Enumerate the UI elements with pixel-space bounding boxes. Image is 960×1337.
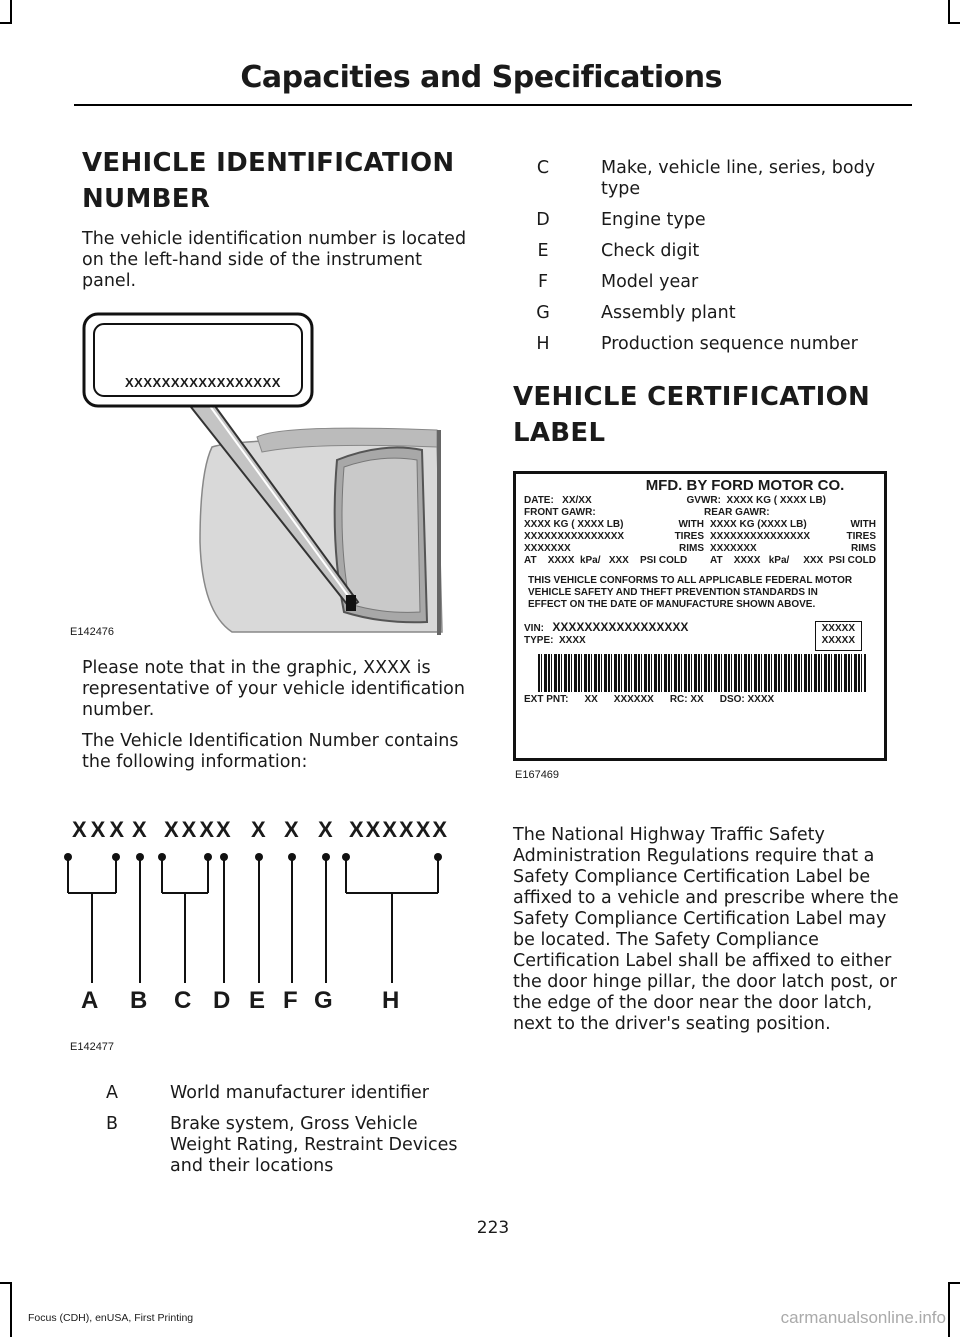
vin-breakdown-diagram bbox=[62, 813, 452, 1063]
vin-heading: VEHICLE IDENTIFICATION NUMBER bbox=[82, 148, 455, 214]
list-item: G Assembly plant bbox=[536, 303, 736, 323]
footer-site: carmanualsonline.info bbox=[780, 1308, 946, 1327]
vin-group-label: X bbox=[318, 817, 333, 842]
list-item: A World manufacturer identifier bbox=[106, 1083, 429, 1103]
crop-mark bbox=[10, 0, 12, 22]
crop-mark bbox=[948, 1282, 950, 1337]
vin-group-label: XXXXXX bbox=[349, 817, 450, 842]
right-column bbox=[513, 158, 909, 1035]
vin-intro: The vehicle identification number is located on the left-hand side of the instrument panel. bbox=[82, 229, 467, 291]
crop-mark bbox=[10, 1282, 12, 1337]
vin-location-figure bbox=[70, 312, 462, 642]
label-mfd: MFD. BY FORD MOTOR CO. bbox=[645, 477, 845, 494]
label-box: XXXXX XXXXX bbox=[815, 621, 862, 651]
crop-mark bbox=[948, 22, 960, 24]
list-item: H Production sequence number bbox=[536, 334, 858, 354]
vin-letter: D bbox=[213, 987, 231, 1014]
figure-code: E167469 bbox=[515, 769, 560, 781]
barcode bbox=[538, 654, 866, 692]
left-column bbox=[70, 145, 478, 1187]
figure-code: E142476 bbox=[70, 626, 115, 638]
list-item: D Engine type bbox=[536, 210, 706, 230]
vin-group-label: X bbox=[284, 817, 299, 842]
cert-heading: VEHICLE CERTIFICATION LABEL bbox=[513, 382, 871, 448]
vin-group-label: XXX bbox=[72, 817, 129, 842]
vin-letter: H bbox=[382, 987, 400, 1014]
vin-letter: B bbox=[130, 987, 148, 1014]
page-number: 223 bbox=[476, 1218, 510, 1238]
vin-letter: E bbox=[249, 987, 266, 1014]
vin-group-label: X bbox=[251, 817, 266, 842]
page-header-title: Capacities and Specifications bbox=[240, 60, 722, 95]
list-item: C Make, vehicle line, series, body type bbox=[536, 158, 876, 199]
crop-mark bbox=[0, 1282, 12, 1284]
footer-meta: Focus (CDH), enUSA, First Printing bbox=[28, 1312, 194, 1324]
label-conformance: THIS VEHICLE CONFORMS TO ALL APPLICABLE FEDERAL MOTOR VEHICLE SAFETY AND THEFT PREVENTION STANDARDS IN EFFECT ON THE DATE OF MANUFACTURE SHOWN ABOVE. bbox=[528, 575, 853, 610]
crop-mark bbox=[0, 22, 12, 24]
certification-label: MFD. BY FORD MOTOR CO. DATE: XX/XX GVWR: XXXX KG ( XXXX LB) FRONT GAWR: REAR GAWR: XXXX KG ( XXXX LB) WITH XXXXXXXXXXXXXXX TIRES XXXXXXX RIMS AT XXXX kPa/ XXX PSI COLD XXXX KG (XXXX LB) WITH XXXXXXXXXXXXXXX TIRES XXXXXXX RIMS AT XXXX kPa/ XXX PSI COLD THIS VEHICLE CONFORMS TO ALL APPLICABLE FEDERAL MOTOR VEHICLE SAFETY AND THEFT PREVENTION STANDARDS IN EFFECT ON THE DATE OF MANUFACTURE SHOWN ABOVE. VIN: XXXXXXXXXXXXXXXXX TYPE: XXXX XXXXX XXXXX EXT PNT: XX XXXXXX RC: XX DSO: XXXX bbox=[513, 471, 887, 761]
crop-mark bbox=[948, 1282, 960, 1284]
list-item: F Model year bbox=[537, 272, 699, 292]
vin-group-label: XXX bbox=[164, 817, 218, 842]
vin-group-label: X bbox=[216, 817, 231, 842]
definition-list bbox=[513, 158, 909, 355]
certification-label-figure bbox=[513, 471, 903, 781]
vin-letter: A bbox=[81, 987, 99, 1014]
figure-code: E142477 bbox=[70, 1041, 115, 1053]
list-item: E Check digit bbox=[537, 241, 700, 261]
definition-list bbox=[82, 1083, 478, 1177]
vin-plate-text: XXXXXXXXXXXXXXXXX bbox=[125, 375, 281, 390]
vin-letter: F bbox=[283, 987, 298, 1014]
vin-letter: C bbox=[174, 987, 192, 1014]
vin-breakdown-figure bbox=[62, 813, 452, 1063]
header-rule bbox=[74, 104, 912, 106]
vin-contains: The Vehicle Identification Number contains the following information: bbox=[82, 731, 459, 772]
vin-letter: G bbox=[314, 987, 333, 1014]
cert-paragraph: The National Highway Traffic Safety Administration Regulations require that a Safety Compliance Certification Label be affixed to a vehicle and prescribe where the Safety Compliance Certification Label may be located. The Safety Compliance Certification Label shall be affixed to either the door hinge pillar, the door latch post, or the edge of the door near the door latch, next to the driver's seating position. bbox=[513, 825, 899, 1034]
list-item: B Brake system, Gross Vehicle Weight Rating, Restraint Devices and their locations bbox=[105, 1114, 458, 1176]
crop-mark bbox=[948, 0, 950, 22]
vin-group-label: X bbox=[132, 817, 147, 842]
dashboard-illustration bbox=[82, 312, 462, 642]
vin-note: Please note that in the graphic, XXXX is representative of your vehicle identification number. bbox=[82, 658, 465, 720]
